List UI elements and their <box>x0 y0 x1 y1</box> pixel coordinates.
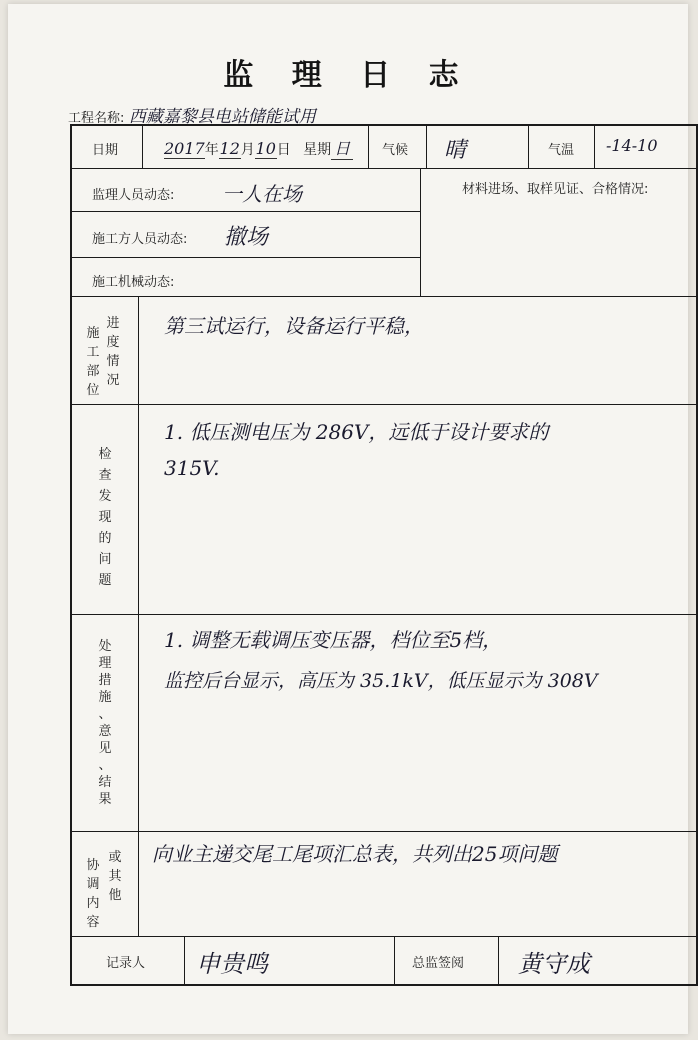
year-value: 2017 <box>164 139 205 158</box>
date-label: 日期 <box>92 143 119 158</box>
col-line-recorder <box>184 936 185 984</box>
issues-line-2: 315V. <box>164 456 220 480</box>
year-unit: 年 <box>204 142 219 158</box>
row-line-coordination <box>72 936 696 937</box>
label-char: 题 <box>98 573 112 588</box>
label-char: 部 <box>86 364 100 379</box>
label-char: 其 <box>108 869 122 884</box>
col-line-weather-label <box>426 126 427 168</box>
label-char: 或 <box>108 850 122 865</box>
col-line-date <box>142 126 143 168</box>
row-line-issues <box>72 614 696 615</box>
label-char: 见 <box>98 741 112 756</box>
label-char: 果 <box>98 792 112 807</box>
label-char: 调 <box>86 877 100 892</box>
progress-label-right <box>104 314 122 390</box>
date-value <box>164 136 353 160</box>
col-line-chief-left <box>394 936 395 984</box>
log-form <box>70 124 698 986</box>
label-char: 的 <box>98 531 112 546</box>
supervisor-value: 一人在场 <box>222 182 302 206</box>
col-line-temp-label <box>594 126 595 168</box>
project-value: 西藏嘉黎县电站储能试用 <box>128 107 316 127</box>
label-char: 情 <box>106 354 120 369</box>
col-line-weather-value <box>528 126 529 168</box>
label-char: 检 <box>98 447 112 462</box>
label-char: 工 <box>86 345 100 360</box>
label-char: 内 <box>86 896 100 911</box>
coordination-label-right <box>106 848 124 905</box>
supervisor-label: 监理人员动态: <box>92 188 175 203</box>
week-label: 星期 <box>303 142 332 158</box>
label-char: 施 <box>86 326 100 341</box>
contractor-label: 施工方人员动态: <box>92 232 188 247</box>
row-line-supervisor <box>72 211 420 212</box>
log-page <box>8 4 688 1034</box>
label-char: 、 <box>98 707 112 722</box>
label-char: 进 <box>106 316 120 331</box>
label-char: 处 <box>98 639 112 654</box>
label-char: 况 <box>106 373 120 388</box>
label-char: 意 <box>98 724 112 739</box>
progress-label-left <box>84 324 102 400</box>
month-value: 12 <box>219 139 240 158</box>
label-char: 现 <box>98 510 112 525</box>
col-line-chief-right <box>498 936 499 984</box>
coordination-label-left <box>84 856 102 932</box>
col-line-labels <box>138 296 139 936</box>
label-char: 他 <box>108 888 122 903</box>
weather-value: 晴 <box>444 138 467 163</box>
row-line-date <box>72 168 696 169</box>
label-char: 问 <box>98 552 112 567</box>
machinery-label: 施工机械动态: <box>92 275 175 290</box>
label-char: 措 <box>98 673 112 688</box>
label-char: 结 <box>98 775 112 790</box>
issues-label <box>96 444 114 591</box>
temp-value: -14-10 <box>606 136 658 155</box>
recorder-signature: 申贵鸣 <box>196 950 268 978</box>
label-char: 容 <box>86 915 100 930</box>
chief-signature: 黄守成 <box>518 950 590 978</box>
measures-line-1: 1. 调整无载调压变压器，档位至5档， <box>164 628 503 652</box>
measures-line-2: 监控后台显示，高压为 35.1kV，低压显示为 308V <box>164 670 598 692</box>
project-row <box>68 102 668 127</box>
materials-label: 材料进场、取样见证、合格情况: <box>462 182 649 197</box>
page-title: 监 理 日 志 <box>223 58 473 93</box>
weather-label: 气候 <box>382 143 409 158</box>
col-line-week <box>368 126 369 168</box>
label-char: 发 <box>98 489 112 504</box>
issues-line-1: 1. 低压测电压为 286V，远低于设计要求的 <box>164 420 549 444</box>
label-char: 协 <box>86 858 100 873</box>
chief-label: 总监签阅 <box>412 956 465 971</box>
col-line-materials <box>420 168 421 296</box>
contractor-value: 撤场 <box>224 225 269 250</box>
row-line-contractor <box>72 257 420 258</box>
row-line-progress <box>72 404 696 405</box>
week-value: 日 <box>331 136 353 160</box>
row-line-measures <box>72 831 696 832</box>
project-label: 工程名称: <box>68 111 125 126</box>
coordination-line-1: 向业主递交尾工尾项汇总表，共列出25项问题 <box>152 842 558 866</box>
label-char: 施 <box>98 690 112 705</box>
month-unit: 月 <box>240 142 255 158</box>
temp-label: 气温 <box>548 143 575 158</box>
day-unit: 日 <box>276 142 291 158</box>
measures-label <box>96 638 114 808</box>
progress-line-1: 第三试运行，设备运行平稳， <box>164 314 424 338</box>
recorder-label: 记录人 <box>106 956 146 971</box>
label-char: 位 <box>86 383 100 398</box>
row-line-machinery <box>72 296 696 297</box>
label-char: 理 <box>98 656 112 671</box>
label-char: 、 <box>98 758 112 773</box>
label-char: 度 <box>106 335 120 350</box>
day-value: 10 <box>255 139 276 158</box>
label-char: 查 <box>98 468 112 483</box>
